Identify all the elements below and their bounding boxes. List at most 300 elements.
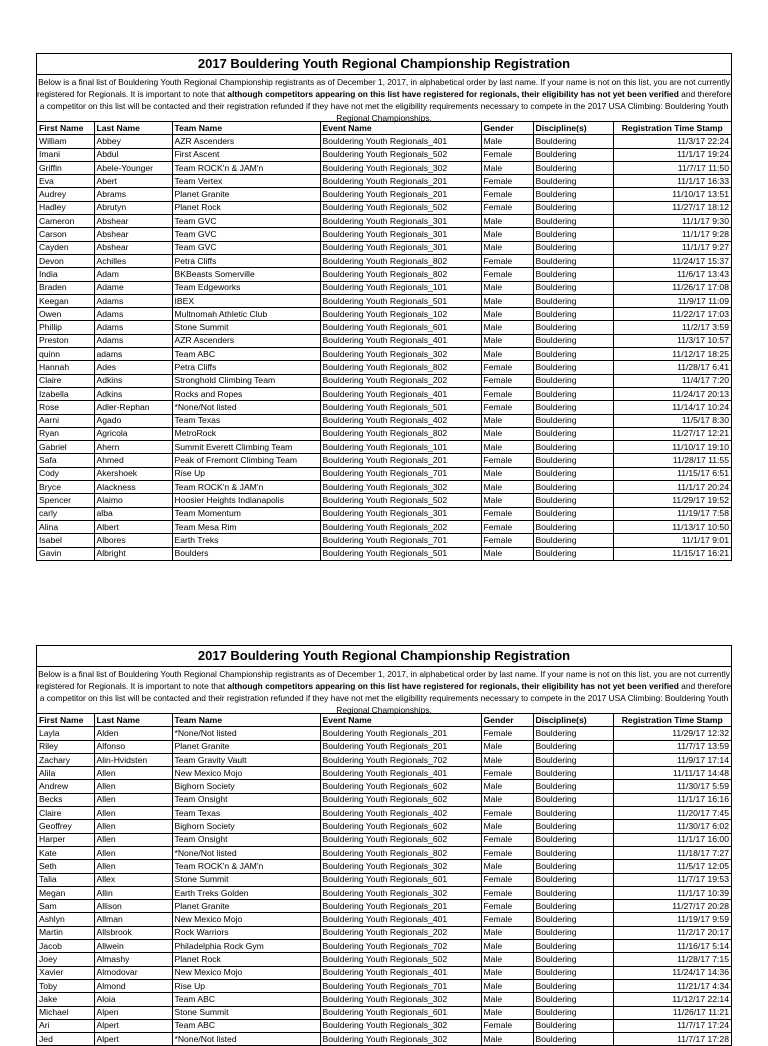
table-row <box>37 520 731 533</box>
cell-timestamp: 11/18/17 7:27 <box>613 846 731 859</box>
table-row <box>37 334 731 347</box>
table-body <box>37 727 731 1046</box>
cell-discipline: Bouldering <box>533 241 613 254</box>
cell-gender: Male <box>481 228 533 241</box>
cell-discipline: Bouldering <box>533 547 613 560</box>
table-row <box>37 135 731 148</box>
cell-gender: Female <box>481 175 533 188</box>
cell-last-name: Alackness <box>94 481 172 494</box>
cell-first-name: Isabel <box>37 534 94 547</box>
table-row <box>37 348 731 361</box>
cell-event-name: Bouldering Youth Regionals_502 <box>320 201 481 214</box>
cell-timestamp: 11/27/17 18:12 <box>613 201 731 214</box>
cell-last-name: Allison <box>94 900 172 913</box>
cell-team-name: New Mexico Mojo <box>172 966 320 979</box>
cell-discipline: Bouldering <box>533 321 613 334</box>
cell-first-name: Izabella <box>37 387 94 400</box>
cell-timestamp: 11/7/17 17:24 <box>613 1019 731 1032</box>
cell-team-name: AZR Ascenders <box>172 135 320 148</box>
cell-gender: Male <box>481 241 533 254</box>
column-header-gender: Gender <box>481 714 533 727</box>
cell-first-name: Hadley <box>37 201 94 214</box>
cell-timestamp: 11/5/17 12:05 <box>613 860 731 873</box>
cell-gender: Male <box>481 753 533 766</box>
cell-event-name: Bouldering Youth Regionals_102 <box>320 308 481 321</box>
cell-gender: Male <box>481 308 533 321</box>
cell-first-name: Cayden <box>37 241 94 254</box>
cell-timestamp: 11/24/17 20:13 <box>613 387 731 400</box>
cell-team-name: New Mexico Mojo <box>172 913 320 926</box>
table-row <box>37 281 731 294</box>
cell-team-name: Hoosier Heights Indianapolis <box>172 494 320 507</box>
cell-discipline: Bouldering <box>533 427 613 440</box>
cell-gender: Male <box>481 215 533 228</box>
sheet-title: 2017 Bouldering Youth Regional Championship Registration <box>37 646 731 667</box>
cell-first-name: Becks <box>37 793 94 806</box>
cell-team-name: Petra Cliffs <box>172 361 320 374</box>
cell-team-name: Team Onsight <box>172 793 320 806</box>
cell-discipline: Bouldering <box>533 753 613 766</box>
cell-discipline: Bouldering <box>533 454 613 467</box>
cell-gender: Female <box>481 401 533 414</box>
cell-first-name: Claire <box>37 807 94 820</box>
cell-team-name: Planet Rock <box>172 201 320 214</box>
cell-gender: Female <box>481 534 533 547</box>
cell-discipline: Bouldering <box>533 793 613 806</box>
cell-team-name: Team Momentum <box>172 507 320 520</box>
cell-last-name: Alaimo <box>94 494 172 507</box>
sheet-title: 2017 Bouldering Youth Regional Championship Registration <box>37 54 731 75</box>
cell-first-name: Hannah <box>37 361 94 374</box>
registrants-table <box>37 122 731 561</box>
cell-discipline: Bouldering <box>533 268 613 281</box>
cell-timestamp: 11/1/17 16:16 <box>613 793 731 806</box>
cell-timestamp: 11/1/17 20:24 <box>613 481 731 494</box>
registrants-table <box>37 714 731 1046</box>
column-header-event-name: Event Name <box>320 714 481 727</box>
cell-last-name: Allen <box>94 767 172 780</box>
cell-team-name: *None/Not listed <box>172 401 320 414</box>
registration-sheet-2 <box>36 645 732 1046</box>
cell-last-name: Agricola <box>94 427 172 440</box>
cell-event-name: Bouldering Youth Regionals_402 <box>320 807 481 820</box>
cell-team-name: Rise Up <box>172 467 320 480</box>
cell-first-name: Carson <box>37 228 94 241</box>
cell-gender: Female <box>481 520 533 533</box>
cell-last-name: Almashy <box>94 953 172 966</box>
table-row <box>37 926 731 939</box>
cell-gender: Female <box>481 361 533 374</box>
cell-timestamp: 11/16/17 5:14 <box>613 940 731 953</box>
cell-gender: Male <box>481 441 533 454</box>
cell-first-name: Megan <box>37 886 94 899</box>
cell-gender: Female <box>481 387 533 400</box>
cell-event-name: Bouldering Youth Regionals_302 <box>320 1033 481 1046</box>
column-header-last-name: Last Name <box>94 714 172 727</box>
cell-first-name: Layla <box>37 727 94 740</box>
column-header-first-name: First Name <box>37 122 94 135</box>
cell-gender: Female <box>481 188 533 201</box>
cell-event-name: Bouldering Youth Regionals_401 <box>320 966 481 979</box>
cell-team-name: Bighorn Society <box>172 780 320 793</box>
cell-last-name: Alin-Hvidsten <box>94 753 172 766</box>
cell-event-name: Bouldering Youth Regionals_301 <box>320 507 481 520</box>
cell-discipline: Bouldering <box>533 940 613 953</box>
cell-timestamp: 11/15/17 6:51 <box>613 467 731 480</box>
cell-team-name: MetroRock <box>172 427 320 440</box>
column-header-discipline: Discipline(s) <box>533 122 613 135</box>
cell-last-name: Almond <box>94 979 172 992</box>
cell-last-name: Abert <box>94 175 172 188</box>
cell-gender: Male <box>481 281 533 294</box>
table-row <box>37 427 731 440</box>
cell-last-name: Ahmed <box>94 454 172 467</box>
cell-timestamp: 11/1/17 16:00 <box>613 833 731 846</box>
cell-timestamp: 11/1/17 16:33 <box>613 175 731 188</box>
cell-discipline: Bouldering <box>533 188 613 201</box>
cell-first-name: India <box>37 268 94 281</box>
cell-gender: Male <box>481 427 533 440</box>
cell-last-name: Adam <box>94 268 172 281</box>
cell-gender: Male <box>481 740 533 753</box>
cell-last-name: Albores <box>94 534 172 547</box>
cell-discipline: Bouldering <box>533 294 613 307</box>
table-row <box>37 740 731 753</box>
cell-discipline: Bouldering <box>533 926 613 939</box>
cell-first-name: Harper <box>37 833 94 846</box>
table-row <box>37 966 731 979</box>
cell-discipline: Bouldering <box>533 913 613 926</box>
cell-discipline: Bouldering <box>533 727 613 740</box>
cell-event-name: Bouldering Youth Regionals_701 <box>320 534 481 547</box>
cell-last-name: Allen <box>94 807 172 820</box>
table-row <box>37 1019 731 1032</box>
cell-discipline: Bouldering <box>533 833 613 846</box>
cell-discipline: Bouldering <box>533 361 613 374</box>
cell-first-name: Jacob <box>37 940 94 953</box>
cell-timestamp: 11/19/17 7:58 <box>613 507 731 520</box>
cell-event-name: Bouldering Youth Regionals_201 <box>320 740 481 753</box>
cell-event-name: Bouldering Youth Regionals_401 <box>320 767 481 780</box>
table-row <box>37 387 731 400</box>
cell-discipline: Bouldering <box>533 215 613 228</box>
cell-team-name: Team ROCK'n & JAM'n <box>172 161 320 174</box>
cell-last-name: Abbey <box>94 135 172 148</box>
cell-gender: Female <box>481 268 533 281</box>
cell-timestamp: 11/7/17 11:50 <box>613 161 731 174</box>
cell-first-name: Zachary <box>37 753 94 766</box>
cell-last-name: Abrutyn <box>94 201 172 214</box>
cell-timestamp: 11/28/17 11:55 <box>613 454 731 467</box>
cell-discipline: Bouldering <box>533 886 613 899</box>
cell-gender: Female <box>481 254 533 267</box>
cell-timestamp: 11/26/17 11:21 <box>613 1006 731 1019</box>
cell-timestamp: 11/1/17 9:01 <box>613 534 731 547</box>
cell-gender: Male <box>481 161 533 174</box>
cell-team-name: Team ROCK'n & JAM'n <box>172 481 320 494</box>
cell-last-name: Ahern <box>94 441 172 454</box>
cell-first-name: Seth <box>37 860 94 873</box>
cell-gender: Female <box>481 807 533 820</box>
cell-last-name: Allin <box>94 886 172 899</box>
cell-first-name: William <box>37 135 94 148</box>
cell-team-name: *None/Not listed <box>172 727 320 740</box>
table-row <box>37 793 731 806</box>
cell-last-name: Adams <box>94 308 172 321</box>
cell-first-name: Cody <box>37 467 94 480</box>
intro-paragraph <box>37 75 731 122</box>
cell-first-name: Alila <box>37 767 94 780</box>
cell-first-name: Keegan <box>37 294 94 307</box>
table-row <box>37 979 731 992</box>
cell-last-name: Albright <box>94 547 172 560</box>
intro-text-bold: although competitors appearing on this list have registered for regionals, their eligibility has not yet been verified <box>227 681 679 691</box>
table-row <box>37 913 731 926</box>
cell-first-name: Kate <box>37 846 94 859</box>
cell-gender: Male <box>481 321 533 334</box>
table-row <box>37 294 731 307</box>
cell-timestamp: 11/21/17 4:34 <box>613 979 731 992</box>
cell-team-name: Summit Everett Climbing Team <box>172 441 320 454</box>
cell-event-name: Bouldering Youth Regionals_802 <box>320 427 481 440</box>
cell-timestamp: 11/1/17 19:24 <box>613 148 731 161</box>
cell-team-name: Petra Cliffs <box>172 254 320 267</box>
cell-timestamp: 11/7/17 13:59 <box>613 740 731 753</box>
cell-discipline: Bouldering <box>533 334 613 347</box>
cell-event-name: Bouldering Youth Regionals_201 <box>320 900 481 913</box>
cell-gender: Female <box>481 148 533 161</box>
cell-event-name: Bouldering Youth Regionals_601 <box>320 1006 481 1019</box>
cell-last-name: Alden <box>94 727 172 740</box>
cell-last-name: Achilles <box>94 254 172 267</box>
cell-event-name: Bouldering Youth Regionals_802 <box>320 268 481 281</box>
cell-timestamp: 11/22/17 17:03 <box>613 308 731 321</box>
cell-team-name: Team ABC <box>172 1019 320 1032</box>
cell-last-name: Ades <box>94 361 172 374</box>
cell-first-name: Michael <box>37 1006 94 1019</box>
intro-paragraph <box>37 667 731 714</box>
cell-gender: Female <box>481 833 533 846</box>
table-row <box>37 361 731 374</box>
cell-timestamp: 11/24/17 15:37 <box>613 254 731 267</box>
cell-discipline: Bouldering <box>533 979 613 992</box>
cell-timestamp: 11/7/17 19:53 <box>613 873 731 886</box>
table-row <box>37 833 731 846</box>
cell-team-name: Team Texas <box>172 414 320 427</box>
cell-team-name: Team ABC <box>172 348 320 361</box>
table-row <box>37 727 731 740</box>
cell-last-name: Allen <box>94 820 172 833</box>
cell-event-name: Bouldering Youth Regionals_602 <box>320 833 481 846</box>
cell-team-name: AZR Ascenders <box>172 334 320 347</box>
cell-last-name: Albert <box>94 520 172 533</box>
cell-gender: Female <box>481 873 533 886</box>
column-header-last-name: Last Name <box>94 122 172 135</box>
cell-last-name: Allex <box>94 873 172 886</box>
table-row <box>37 188 731 201</box>
cell-timestamp: 11/15/17 16:21 <box>613 547 731 560</box>
cell-gender: Male <box>481 1006 533 1019</box>
cell-first-name: Andrew <box>37 780 94 793</box>
cell-gender: Male <box>481 966 533 979</box>
cell-timestamp: 11/2/17 20:17 <box>613 926 731 939</box>
table-body <box>37 135 731 561</box>
cell-discipline: Bouldering <box>533 860 613 873</box>
cell-timestamp: 11/5/17 8:30 <box>613 414 731 427</box>
cell-discipline: Bouldering <box>533 780 613 793</box>
cell-last-name: Akershoek <box>94 467 172 480</box>
cell-discipline: Bouldering <box>533 201 613 214</box>
column-header-event-name: Event Name <box>320 122 481 135</box>
cell-first-name: Cameron <box>37 215 94 228</box>
cell-first-name: Ari <box>37 1019 94 1032</box>
cell-event-name: Bouldering Youth Regionals_501 <box>320 294 481 307</box>
cell-event-name: Bouldering Youth Regionals_702 <box>320 940 481 953</box>
table-row <box>37 807 731 820</box>
cell-timestamp: 11/6/17 13:43 <box>613 268 731 281</box>
cell-gender: Male <box>481 348 533 361</box>
cell-team-name: Stronghold Climbing Team <box>172 374 320 387</box>
cell-discipline: Bouldering <box>533 993 613 1006</box>
cell-timestamp: 11/7/17 17:28 <box>613 1033 731 1046</box>
table-row <box>37 441 731 454</box>
cell-event-name: Bouldering Youth Regionals_301 <box>320 228 481 241</box>
cell-first-name: Griffin <box>37 161 94 174</box>
cell-team-name: Rock Warriors <box>172 926 320 939</box>
table-row <box>37 308 731 321</box>
cell-first-name: Imani <box>37 148 94 161</box>
cell-last-name: Adkins <box>94 387 172 400</box>
cell-last-name: Agado <box>94 414 172 427</box>
cell-team-name: Team Mesa Rim <box>172 520 320 533</box>
cell-team-name: Team ABC <box>172 993 320 1006</box>
table-row <box>37 254 731 267</box>
cell-event-name: Bouldering Youth Regionals_601 <box>320 321 481 334</box>
table-row <box>37 494 731 507</box>
cell-event-name: Bouldering Youth Regionals_802 <box>320 254 481 267</box>
cell-discipline: Bouldering <box>533 1033 613 1046</box>
cell-event-name: Bouldering Youth Regionals_302 <box>320 993 481 1006</box>
cell-timestamp: 11/20/17 7:45 <box>613 807 731 820</box>
cell-first-name: Phillip <box>37 321 94 334</box>
cell-discipline: Bouldering <box>533 481 613 494</box>
table-row <box>37 241 731 254</box>
cell-first-name: Jake <box>37 993 94 1006</box>
cell-discipline: Bouldering <box>533 966 613 979</box>
cell-last-name: Allen <box>94 793 172 806</box>
cell-timestamp: 11/24/17 14:36 <box>613 966 731 979</box>
cell-gender: Male <box>481 547 533 560</box>
cell-timestamp: 11/9/17 17:14 <box>613 753 731 766</box>
cell-last-name: Adame <box>94 281 172 294</box>
cell-discipline: Bouldering <box>533 148 613 161</box>
table-row <box>37 900 731 913</box>
table-row <box>37 454 731 467</box>
cell-discipline: Bouldering <box>533 228 613 241</box>
cell-last-name: Allman <box>94 913 172 926</box>
cell-gender: Male <box>481 481 533 494</box>
cell-event-name: Bouldering Youth Regionals_301 <box>320 241 481 254</box>
cell-timestamp: 11/30/17 6:02 <box>613 820 731 833</box>
cell-timestamp: 11/9/17 11:09 <box>613 294 731 307</box>
cell-discipline: Bouldering <box>533 534 613 547</box>
cell-timestamp: 11/12/17 22:14 <box>613 993 731 1006</box>
cell-gender: Male <box>481 979 533 992</box>
cell-discipline: Bouldering <box>533 807 613 820</box>
cell-gender: Male <box>481 926 533 939</box>
cell-last-name: Abrams <box>94 188 172 201</box>
table-row <box>37 534 731 547</box>
cell-first-name: Rose <box>37 401 94 414</box>
table-row <box>37 1033 731 1046</box>
cell-event-name: Bouldering Youth Regionals_702 <box>320 753 481 766</box>
cell-gender: Female <box>481 201 533 214</box>
table-row <box>37 940 731 953</box>
cell-event-name: Bouldering Youth Regionals_501 <box>320 401 481 414</box>
cell-team-name: Rocks and Ropes <box>172 387 320 400</box>
cell-first-name: Alina <box>37 520 94 533</box>
cell-timestamp: 11/28/17 6:41 <box>613 361 731 374</box>
cell-team-name: Planet Granite <box>172 740 320 753</box>
cell-team-name: Planet Granite <box>172 900 320 913</box>
cell-gender: Female <box>481 507 533 520</box>
cell-team-name: Stone Summit <box>172 873 320 886</box>
cell-discipline: Bouldering <box>533 387 613 400</box>
cell-last-name: Allwein <box>94 940 172 953</box>
cell-discipline: Bouldering <box>533 494 613 507</box>
cell-timestamp: 11/29/17 12:32 <box>613 727 731 740</box>
cell-first-name: Sam <box>37 900 94 913</box>
cell-team-name: Team GVC <box>172 228 320 241</box>
cell-team-name: Team Gravity Vault <box>172 753 320 766</box>
cell-event-name: Bouldering Youth Regionals_802 <box>320 846 481 859</box>
cell-last-name: Abshear <box>94 228 172 241</box>
cell-event-name: Bouldering Youth Regionals_302 <box>320 348 481 361</box>
cell-event-name: Bouldering Youth Regionals_501 <box>320 547 481 560</box>
cell-timestamp: 11/10/17 13:51 <box>613 188 731 201</box>
cell-timestamp: 11/1/17 10:39 <box>613 886 731 899</box>
cell-event-name: Bouldering Youth Regionals_502 <box>320 494 481 507</box>
cell-first-name: carly <box>37 507 94 520</box>
cell-team-name: Earth Treks <box>172 534 320 547</box>
cell-first-name: Ryan <box>37 427 94 440</box>
cell-team-name: *None/Not listed <box>172 846 320 859</box>
table-row <box>37 993 731 1006</box>
cell-timestamp: 11/12/17 18:25 <box>613 348 731 361</box>
cell-team-name: Team Texas <box>172 807 320 820</box>
cell-team-name: Rise Up <box>172 979 320 992</box>
intro-text-part1: Below is a final list of Bouldering Youth Regional Championship registrants as of December 1, 2017, in alphabetical order by last name. If your name is not on this list, you are not currently registered for Regionals. It is important to note that <box>37 669 730 691</box>
cell-last-name: Allen <box>94 833 172 846</box>
table-row <box>37 414 731 427</box>
cell-event-name: Bouldering Youth Regionals_602 <box>320 820 481 833</box>
cell-discipline: Bouldering <box>533 175 613 188</box>
cell-first-name: Bryce <box>37 481 94 494</box>
cell-event-name: Bouldering Youth Regionals_502 <box>320 953 481 966</box>
cell-discipline: Bouldering <box>533 401 613 414</box>
cell-last-name: Almodovar <box>94 966 172 979</box>
table-row <box>37 374 731 387</box>
cell-event-name: Bouldering Youth Regionals_402 <box>320 414 481 427</box>
table-row <box>37 873 731 886</box>
cell-first-name: Toby <box>37 979 94 992</box>
cell-gender: Female <box>481 900 533 913</box>
table-row <box>37 467 731 480</box>
table-row <box>37 161 731 174</box>
cell-timestamp: 11/28/17 7:15 <box>613 953 731 966</box>
cell-gender: Female <box>481 374 533 387</box>
cell-team-name: Team Edgeworks <box>172 281 320 294</box>
